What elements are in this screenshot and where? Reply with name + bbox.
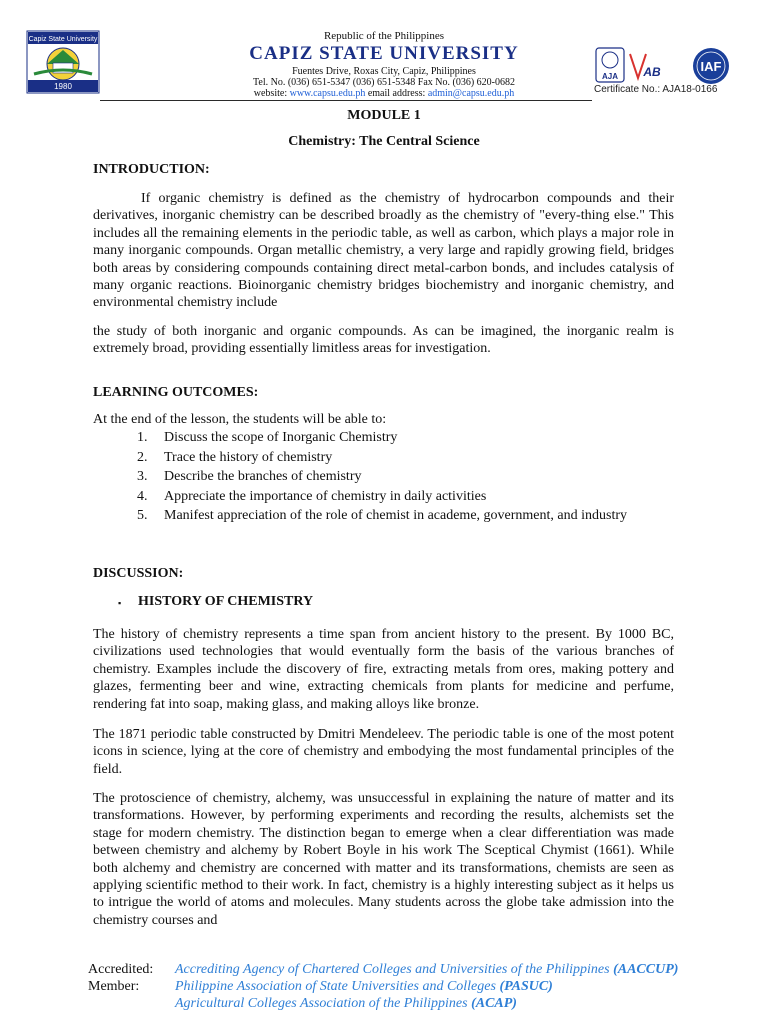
contact-numbers: Tel. No. (036) 651-5347 (036) 651-5348 Fax No. (036) 620-0682 xyxy=(252,77,516,88)
introduction-heading: INTRODUCTION: xyxy=(93,162,210,177)
university-name: CAPIZ STATE UNIVERSITY xyxy=(249,43,519,64)
footer-membership-1: Philippine Association of State Universities and Colleges (PASUC) xyxy=(175,979,553,994)
university-address: Fuentes Drive, Roxas City, Capiz, Philippines xyxy=(292,66,476,77)
list-item: 1. Discuss the scope of Inorganic Chemistry xyxy=(137,430,398,445)
history-paragraph-3: The protoscience of chemistry, alchemy, was unsuccessful in explaining the nature of matter and its transformations. However, by performing experiments and recording the results, alchemists set the stage for modern chemistry. The distinction began to emerge when a clear differentiation was made between chemistry and alchemy by Robert Boyle in his work The Sceptical Chymist (1661). While both alchemy and chemistry are concerned with matter and its transformations, chemists are seen as applying scientific method to their work. In fact, chemistry is a highly interesting subject as it helps us to intrigue the world of atoms and molecules. Many students across the globe take admission into the chemistry courses and xyxy=(93,791,674,928)
footer-accreditation: Accrediting Agency of Chartered Colleges and Universities of the Philippines (AACCUP) xyxy=(175,962,679,977)
certificate-number: Certificate No.: AJA18-0166 xyxy=(594,84,718,95)
learning-outcomes-heading: LEARNING OUTCOMES: xyxy=(93,385,259,400)
list-item: 4. Appreciate the importance of chemistry in daily activities xyxy=(137,488,487,504)
footer-membership-2: Agricultural Colleges Association of the Philippines (ACAP) xyxy=(175,996,517,1011)
email-label: email address: xyxy=(367,88,426,99)
introduction-paragraph-1: If organic chemistry is defined as the chemistry of hydrocarbon compounds and their derivatives, inorganic chemistry can be described broadly as the chemistry of "every-thing else." This includes all the remaining elements in the periodic table, as well as carbon, which plays a major role in many inorganic compounds. Organ metallic chemistry, a very large and rapidly growing field, bridges both areas by considering compounds containing direct metal-carbon bonds, and includes catalysis of many organic reactions. Bioinorganic chemistry bridges biochemistry and inorganic chemistry, and environmental chemistry include xyxy=(93,191,674,311)
list-item: 3. Describe the branches of chemistry xyxy=(137,469,362,484)
aja-badge-text: AJA xyxy=(601,72,619,81)
header-divider xyxy=(100,100,592,101)
aja-badge-icon xyxy=(596,48,624,82)
website-link[interactable]: www.capsu.edu.ph xyxy=(289,88,366,99)
iaf-badge-icon xyxy=(693,48,729,84)
square-bullet-icon: ▪ xyxy=(118,598,122,608)
ab-mark-text: AB xyxy=(643,65,661,79)
learning-outcomes-intro: At the end of the lesson, the students will be able to: xyxy=(93,412,387,427)
logo-year: 1980 xyxy=(54,82,72,91)
accredited-label: Accredited: xyxy=(88,962,154,977)
discussion-heading: DISCUSSION: xyxy=(93,566,184,581)
module-label: MODULE 1 xyxy=(347,108,421,123)
website-label: website: xyxy=(253,88,288,99)
history-paragraph-2: The 1871 periodic table constructed by Dmitri Mendeleev. The periodic table is one of the most potent icons in science, lying at the core of chemistry and embodying the most fundamental principles of the field. xyxy=(93,727,674,777)
module-subtitle: Chemistry: The Central Science xyxy=(288,134,480,149)
page-header xyxy=(0,0,768,102)
ab-mark-icon xyxy=(630,54,661,79)
email-link[interactable]: admin@capsu.edu.ph xyxy=(427,88,515,99)
history-paragraph-1: The history of chemistry represents a time span from ancient history to the present. By 1000 BC, civilizations used technologies that would eventually form the basis of the various branches of chemistry. Examples include the discovery of fire, extracting metals from ores, making pottery and glazes, fermenting beer and wine, extracting chemicals from plants for medicine and perfume, rendering fat into soap, making glass, and making alloys like bronze. xyxy=(93,627,674,712)
iaf-badge-text: IAF xyxy=(700,59,722,74)
history-section-title: HISTORY OF CHEMISTRY xyxy=(138,594,314,609)
certification-logos xyxy=(594,46,754,86)
member-label: Member: xyxy=(88,979,140,994)
learning-outcomes-list xyxy=(137,428,697,526)
introduction-paragraph-2: the study of both inorganic and organic compounds. As can be imagined, the inorganic realm is extremely broad, providing essentially limitless areas for investigation. xyxy=(93,324,674,357)
republic-label: Republic of the Philippines xyxy=(323,30,445,42)
list-item: 2. Trace the history of chemistry xyxy=(137,449,333,465)
list-item: 5. Manifest appreciation of the role of chemist in academe, government, and industry xyxy=(137,508,628,523)
logo-text: Capiz State University xyxy=(28,36,98,43)
